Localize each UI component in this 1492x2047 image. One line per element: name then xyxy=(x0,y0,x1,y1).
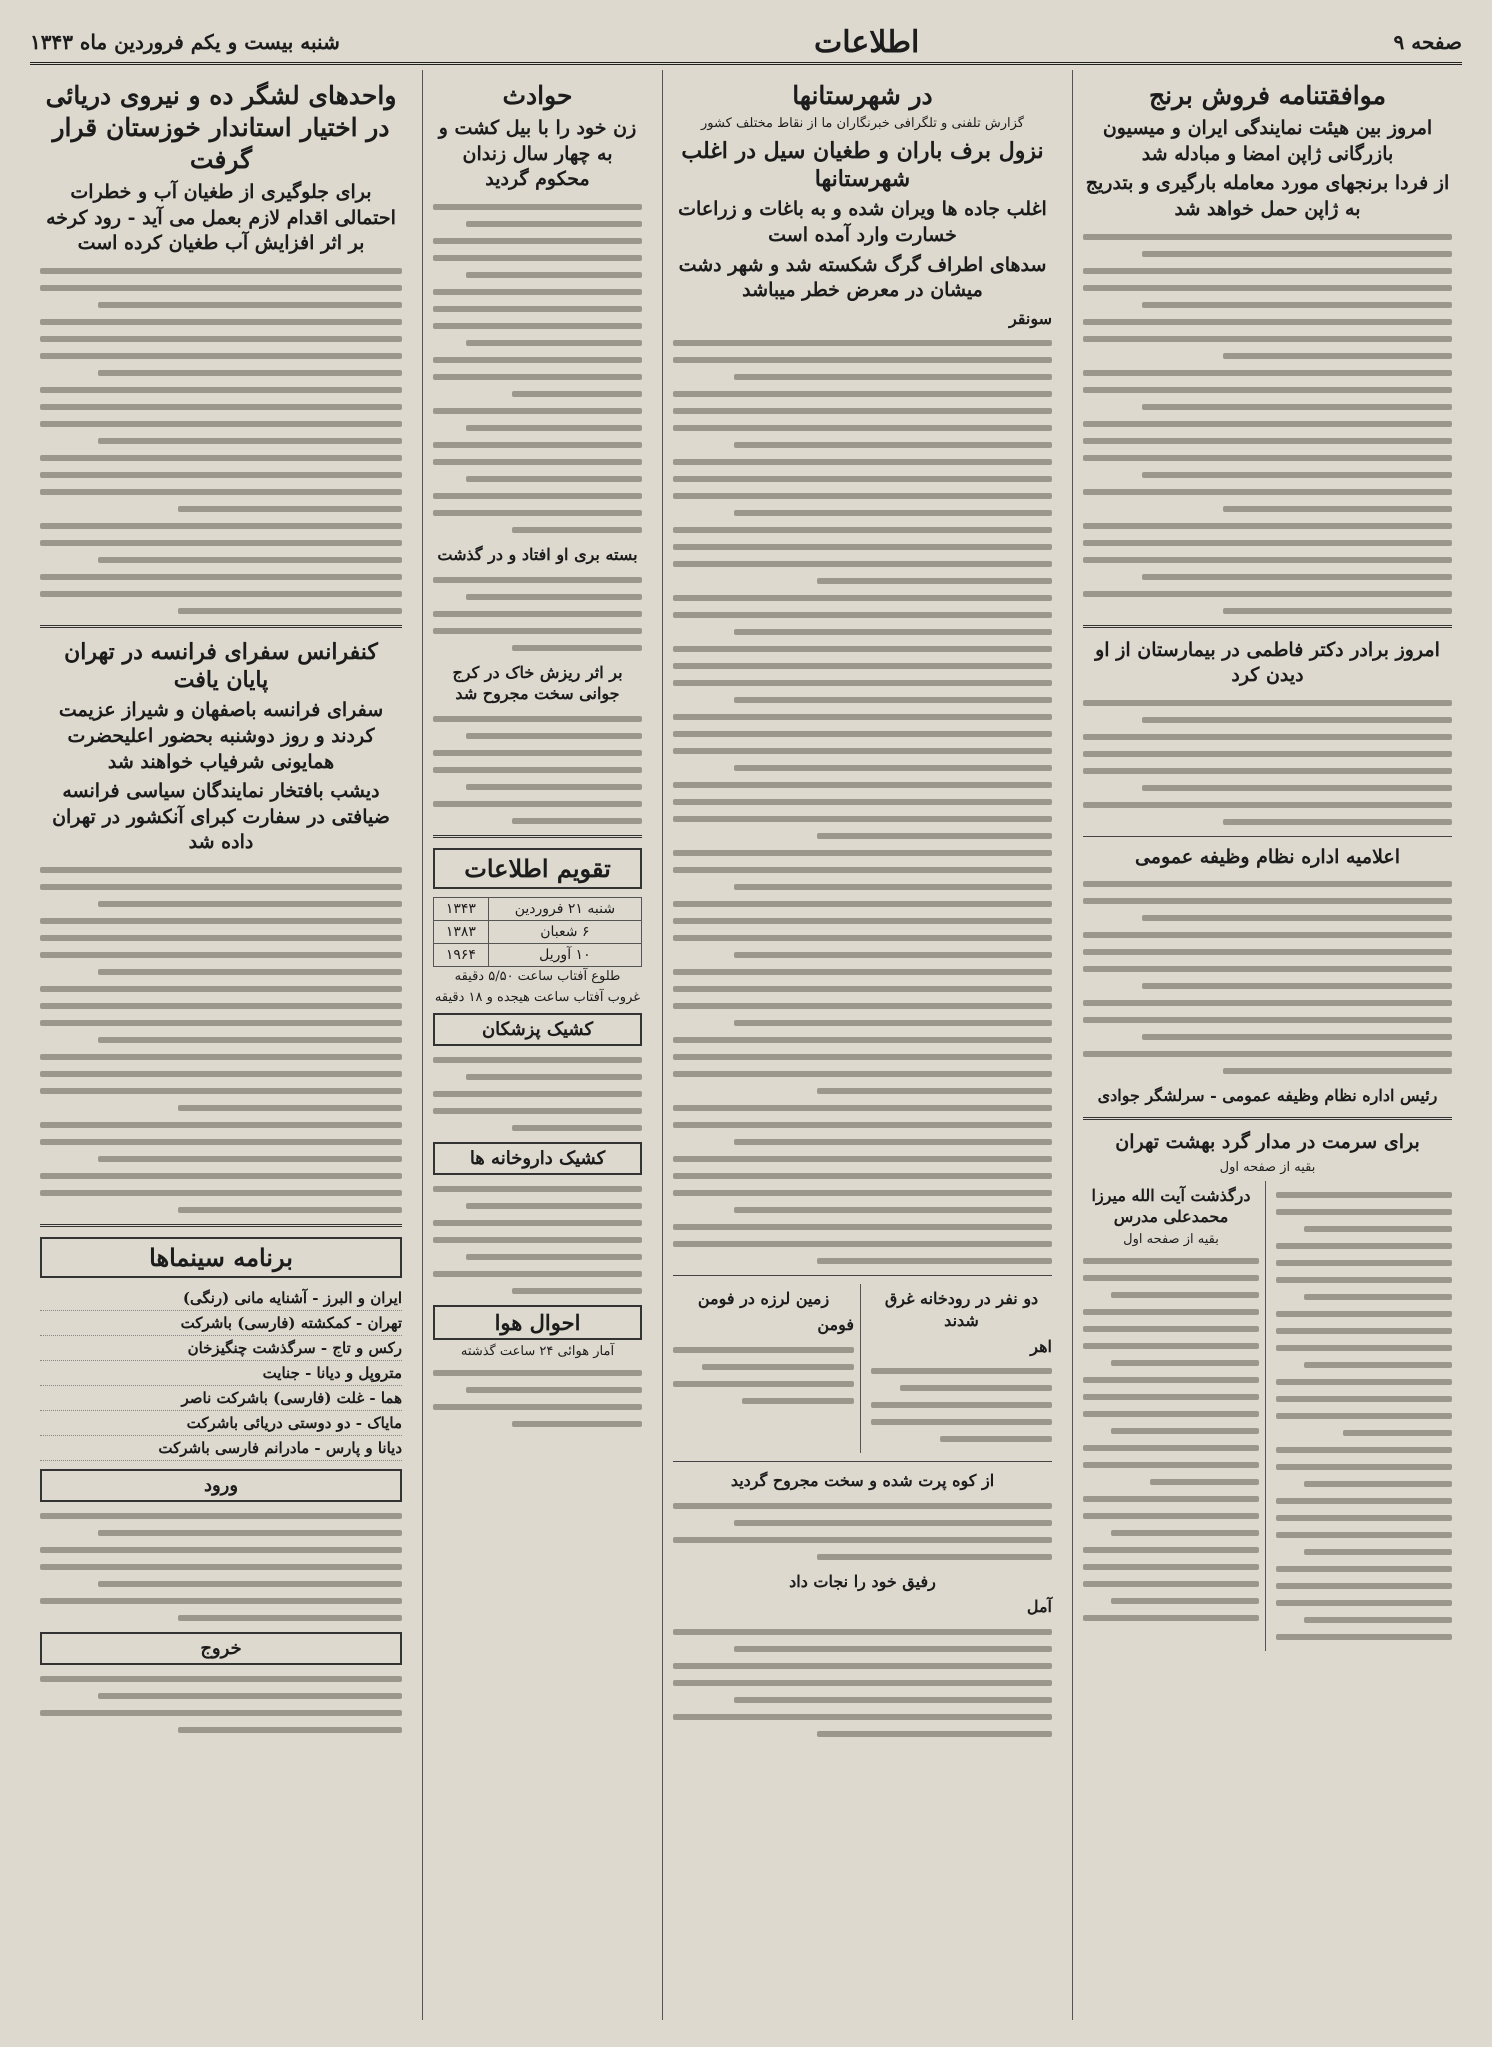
cinema-title: برنامه سینماها xyxy=(40,1237,402,1278)
arrivals-title: ورود xyxy=(40,1469,402,1502)
calendar-row: ۱۰ آوریل ۱۹۶۴ xyxy=(434,943,642,966)
calendar-row: ۶ شعبان ۱۳۸۳ xyxy=(434,920,642,943)
calendar-row: شنبه ۲۱ فروردین ۱۳۴۳ xyxy=(434,897,642,920)
fatemi-headline: امروز برادر دکتر فاطمی در بیمارستان از او دیدن کرد xyxy=(1095,638,1440,687)
column-khuzestan xyxy=(30,70,412,2020)
provinces-kicker: گزارش تلفنی و تلگرافی خبرنگاران ما از نقاط مختلف کشور xyxy=(701,116,1024,131)
tehran-headline: برای سرمت در مدار گرد بهشت تهران xyxy=(1115,1131,1420,1154)
dams-headline: سدهای اطراف گرگ شکسته شد و شهر دشت میشان در معرض خطر میباشد xyxy=(678,253,1047,302)
reception-headline: دیشب بافتخار نمایندگان سیاسی فرانسه ضیافتی در سفارت کبرای آنکشور در تهران داده شد xyxy=(52,780,390,854)
flood-article-body xyxy=(673,340,1052,1264)
departures-title: خروج xyxy=(40,1632,402,1665)
fall-headline: از کوه پرت شده و سخت مجروح گردید xyxy=(730,1471,995,1491)
quake-body xyxy=(673,1347,854,1404)
rescue-headline: رفیق خود را نجات داد xyxy=(789,1571,936,1591)
sunset: غروب آفتاب ساعت هیجده و ۱۸ دقیقه xyxy=(434,989,641,1005)
conscription-article-body xyxy=(1083,881,1452,1074)
incident2-headline: بسته بری او افتاد و در گذشت xyxy=(437,544,638,564)
rescue-body xyxy=(673,1629,1052,1737)
page-header xyxy=(30,22,1462,65)
cinema-item: رکس و تاج - سرگذشت چنگیزخان xyxy=(40,1336,402,1361)
incidents-section-title: حوادث xyxy=(502,81,573,110)
conscription-signature: رئیس اداره نظام وظیفه عمومی - سرلشگر جوادی xyxy=(1097,1086,1438,1106)
publication-title: اطلاعات xyxy=(814,24,920,60)
incident1-body xyxy=(433,204,642,533)
flood-subhead: اغلب جاده ها ویران شده و به باغات و زراعات خسارت وارد آمده است xyxy=(678,198,1047,246)
ahar-lead: اهر xyxy=(1030,1336,1052,1356)
fall-body xyxy=(673,1503,1052,1560)
obituary-body xyxy=(1083,1258,1259,1621)
calendar-title: تقویم اطلاعات xyxy=(433,848,642,889)
conscription-headline: اعلامیه اداره نظام وظیفه عمومی xyxy=(1134,845,1401,868)
weather-body xyxy=(433,1370,642,1427)
cinema-item: مایاک - دو دوستی دریائی باشرکت xyxy=(40,1411,402,1436)
tehran-article-body xyxy=(1276,1192,1452,1640)
khuzestan-headline: واحدهای لشگر ده و نیروی دریائی در اختیار استاندار خوزستان قرار گرفت xyxy=(45,81,397,174)
calendar-table xyxy=(433,897,642,967)
weather-title: احوال هوا xyxy=(433,1305,642,1340)
cinema-item: متروپل و دیانا - جنایت xyxy=(40,1361,402,1386)
issue-date: شنبه بیست و یکم فروردین ماه ۱۳۴۳ xyxy=(30,30,340,54)
sonqor-lead: سونقر xyxy=(1008,308,1052,328)
khuzestan-body xyxy=(40,268,402,614)
incident3-headline: بر اثر ریزش خاک در کرج جوانی سخت مجروح شد xyxy=(452,662,623,704)
pharmacy-body xyxy=(433,1186,642,1294)
obituary-note: بقیه از صفحه اول xyxy=(1123,1231,1219,1247)
cinema-item: هما - غلت (فارسی) باشرکت ناصر xyxy=(40,1386,402,1411)
rice-kicker: از فردا برنجهای مورد معامله بارگیری و بتدریج به ژاپن حمل خواهد شد xyxy=(1085,172,1450,220)
conference-headline: کنفرانس سفرای فرانسه در تهران پایان یافت xyxy=(64,638,378,694)
pharmacy-title: کشیک داروخانه ها xyxy=(433,1142,642,1175)
provinces-section-title: در شهرستانها xyxy=(792,81,933,110)
column-incidents xyxy=(422,70,652,2020)
doctors-title: کشیک پزشکان xyxy=(433,1013,642,1046)
conference-subhead: سفرای فرانسه باصفهان و شیراز عزیمت کردند و روز دوشنبه بحضور اعلیحضرت همایونی شرفیاب خواهند شد xyxy=(58,699,384,773)
fumen-lead: فومن xyxy=(817,1315,854,1335)
sunrise: طلوع آفتاب ساعت ۵/۵۰ دقیقه xyxy=(454,968,621,984)
tehran-note: بقیه از صفحه اول xyxy=(1219,1159,1316,1175)
arrivals-body xyxy=(40,1513,402,1621)
drowning-body xyxy=(871,1368,1052,1442)
quake-headline: زمین لرزه در فومن xyxy=(697,1289,830,1309)
cinema-item: دیانا و پارس - مادرانم فارسی باشرکت xyxy=(40,1436,402,1461)
weather-note: آمار هوائی ۲۴ ساعت گذشته xyxy=(460,1343,615,1359)
rice-subhead: امروز بین هیئت نمایندگی ایران و میسیون بازرگانی ژاپن امضا و مبادله شد xyxy=(1102,117,1433,165)
flood-headline: نزول برف باران و طغیان سیل در اغلب شهرستانها xyxy=(681,138,1044,193)
cinema-item: تهران - کمکشته (فارسی) باشرکت xyxy=(40,1311,402,1336)
column-provinces xyxy=(662,70,1062,2020)
drowning-headline: دو نفر در رودخانه غرق شدند xyxy=(884,1289,1039,1331)
rice-article-body xyxy=(1083,234,1452,614)
obituary-headline: درگذشت آیت الله میرزا محمدعلی مدرس xyxy=(1091,1185,1251,1227)
fatemi-article-body xyxy=(1083,700,1452,825)
incident1-headline: زن خود را با بیل کشت و به چهار سال زندان محکوم گردید xyxy=(438,117,637,191)
departures-body xyxy=(40,1676,402,1733)
column-rice-agreement xyxy=(1072,70,1462,2020)
amol-lead: آمل xyxy=(1026,1597,1052,1617)
doctors-body xyxy=(433,1057,642,1131)
incident2-body xyxy=(433,577,642,651)
khuzestan-subhead: برای جلوگیری از طغیان آب و خطرات احتمالی اقدام لازم بعمل می آید - رود کرخه بر اثر افزایش آب طغیان کرده است xyxy=(46,181,396,255)
cinema-list xyxy=(40,1286,402,1461)
cinema-item: ایران و البرز - آشنایه مانی (رنگی) xyxy=(40,1286,402,1311)
conference-body xyxy=(40,867,402,1213)
incident3-body xyxy=(433,716,642,824)
page-number: صفحه ۹ xyxy=(1393,30,1462,54)
rice-headline: موافقتنامه فروش برنج xyxy=(1149,81,1386,110)
